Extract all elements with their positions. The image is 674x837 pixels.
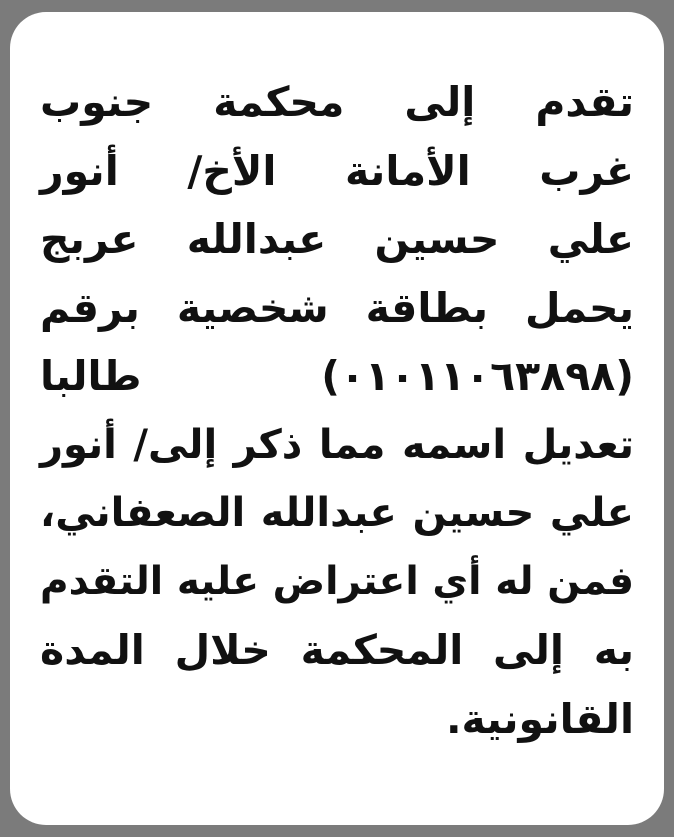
notice-line-9: به إلى المحكمة خلال المدة xyxy=(40,626,634,674)
notice-card xyxy=(10,12,664,825)
notice-line-5: (٠١٠١١٠٦٣٨٩٨) طالبا xyxy=(40,352,634,400)
notice-text xyxy=(40,68,634,753)
notice-line-6: تعديل اسمه مما ذكر إلى/ أنور xyxy=(40,421,634,468)
notice-line-1: تقدم إلى محكمة جنوب xyxy=(40,78,634,126)
notice-line-8: فمن له أي اعتراض عليه التقدم xyxy=(40,558,634,604)
notice-line-3: علي حسين عبدالله عربج xyxy=(40,215,634,263)
notice-line-4: يحمل بطاقة شخصية برقم xyxy=(40,283,634,332)
notice-line-7: علي حسين عبدالله الصعفاني، xyxy=(40,490,634,536)
notice-line-2: غرب الأمانة الأخ/ أنور xyxy=(40,146,634,195)
notice-line-10: القانونية. xyxy=(445,694,634,743)
